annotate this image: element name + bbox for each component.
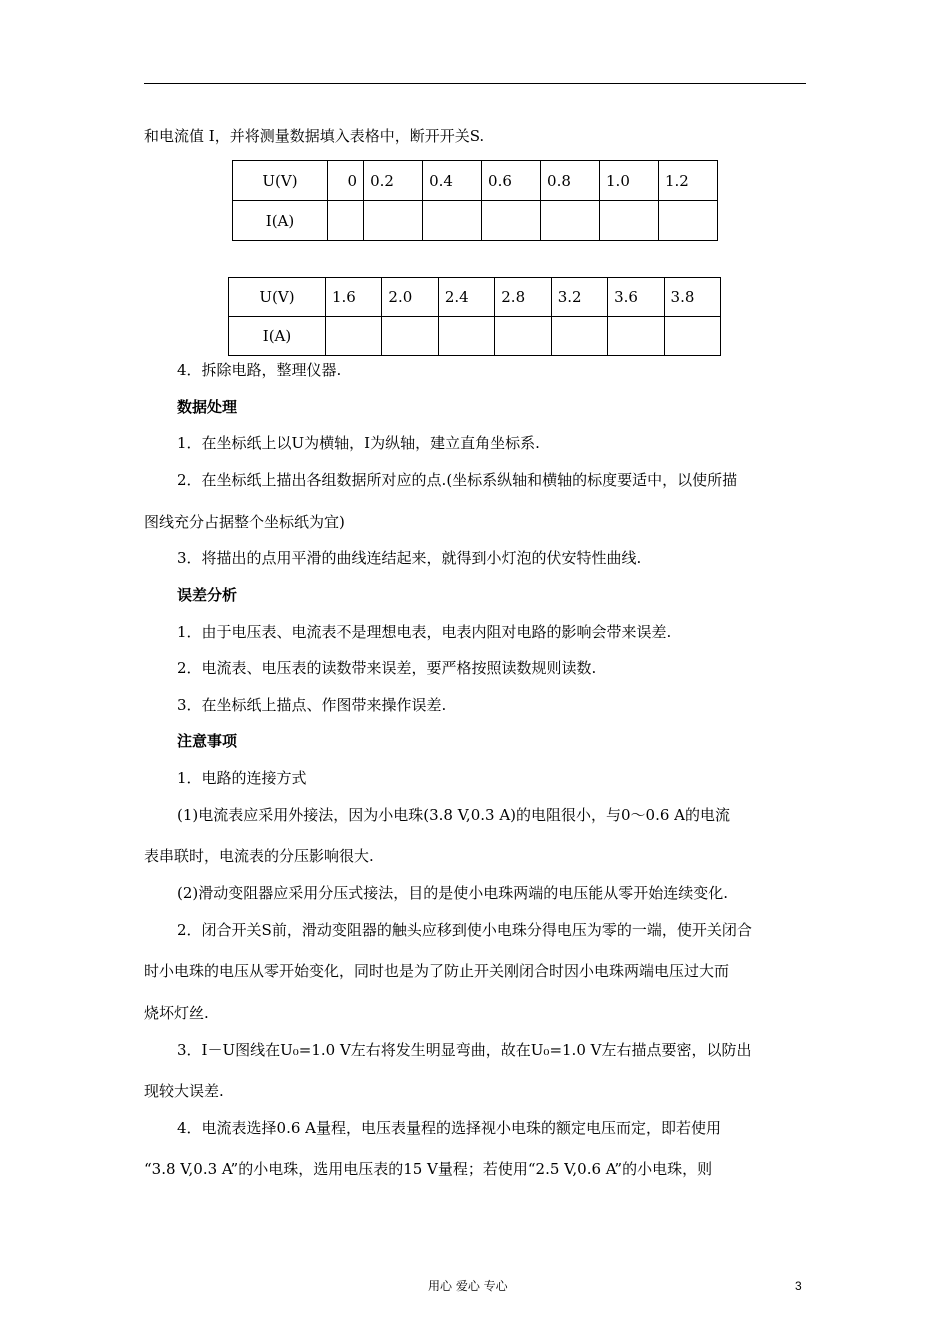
table-cell: 0.4 xyxy=(423,161,482,201)
row-label-voltage: U(V) xyxy=(229,278,326,317)
header-rule xyxy=(144,83,806,84)
table-cell xyxy=(328,201,364,241)
paragraph: 时小电珠的电压从零开始变化，同时也是为了防止开关刚闭合时因小电珠两端电压过大而 xyxy=(144,962,730,980)
section-title-error-analysis: 误差分析 xyxy=(177,586,238,604)
table-cell xyxy=(664,317,720,356)
table-cell xyxy=(438,317,494,356)
paragraph: 1．电路的连接方式 xyxy=(177,769,307,787)
table-cell xyxy=(495,317,551,356)
step-4: 4．拆除电路，整理仪器. xyxy=(177,361,342,379)
table-row-current xyxy=(233,201,718,241)
paragraph: 3．在坐标纸上描点、作图带来操作误差. xyxy=(177,696,447,714)
paragraph: 1．由于电压表、电流表不是理想电表，电表内阻对电路的影响会带来误差. xyxy=(177,623,672,641)
table-cell xyxy=(541,201,600,241)
table-row-voltage xyxy=(229,278,721,317)
data-table-2 xyxy=(228,277,721,356)
table-cell: 0.8 xyxy=(541,161,600,201)
section-title-notes: 注意事项 xyxy=(177,732,238,750)
table-cell: 2.0 xyxy=(382,278,438,317)
page-number: 3 xyxy=(795,1279,802,1293)
table-cell xyxy=(659,201,718,241)
table-cell: 3.6 xyxy=(608,278,664,317)
paragraph: “3.8 V,0.3 A”的小电珠，选用电压表的15 V量程；若使用“2.5 V,0.6 A”的小电珠，则 xyxy=(144,1160,713,1178)
table-cell xyxy=(326,317,382,356)
row-label-voltage: U(V) xyxy=(233,161,328,201)
paragraph: 2．在坐标纸上描出各组数据所对应的点.(坐标系纵轴和横轴的标度要适中，以使所描 xyxy=(177,471,738,489)
paragraph: 4．电流表选择0.6 A量程，电压表量程的选择视小电珠的额定电压而定，即若使用 xyxy=(177,1119,722,1137)
paragraph: 图线充分占据整个坐标纸为宜) xyxy=(144,513,345,531)
footer-motto: 用心 爱心 专心 xyxy=(428,1279,508,1293)
table-cell: 1.6 xyxy=(326,278,382,317)
paragraph: 3．将描出的点用平滑的曲线连结起来，就得到小灯泡的伏安特性曲线. xyxy=(177,549,642,567)
paragraph: 3．I－U图线在U₀=1.0 V左右将发生明显弯曲，故在U₀=1.0 V左右描点要密，以防出 xyxy=(177,1041,752,1059)
table-cell xyxy=(382,317,438,356)
intro-text: 和电流值 I，并将测量数据填入表格中，断开开关S. xyxy=(144,127,485,145)
row-label-current: I(A) xyxy=(233,201,328,241)
paragraph: 烧坏灯丝. xyxy=(144,1004,209,1022)
paragraph: 2．电流表、电压表的读数带来误差，要严格按照读数规则读数. xyxy=(177,659,597,677)
table-cell: 2.4 xyxy=(438,278,494,317)
paragraph: 现较大误差. xyxy=(144,1082,224,1100)
paragraph: 1．在坐标纸上以U为横轴，I为纵轴，建立直角坐标系. xyxy=(177,434,540,452)
table-cell: 3.8 xyxy=(664,278,720,317)
table-cell: 2.8 xyxy=(495,278,551,317)
table-cell xyxy=(551,317,607,356)
table-row-current xyxy=(229,317,721,356)
section-title-data-processing: 数据处理 xyxy=(177,398,238,416)
table-cell xyxy=(600,201,659,241)
table-cell: 3.2 xyxy=(551,278,607,317)
table-cell: 0.2 xyxy=(364,161,423,201)
table-cell xyxy=(608,317,664,356)
data-table-1 xyxy=(232,160,718,241)
row-label-current: I(A) xyxy=(229,317,326,356)
paragraph: (1)电流表应采用外接法，因为小电珠(3.8 V,0.3 A)的电阻很小，与0～0.6 A的电流 xyxy=(177,806,731,824)
paragraph: (2)滑动变阻器应采用分压式接法，目的是使小电珠两端的电压能从零开始连续变化. xyxy=(177,884,729,902)
table-cell: 0 xyxy=(328,161,364,201)
table-cell: 1.2 xyxy=(659,161,718,201)
paragraph: 表串联时，电流表的分压影响很大. xyxy=(144,847,374,865)
paragraph: 2．闭合开关S前，滑动变阻器的触头应移到使小电珠分得电压为零的一端，使开关闭合 xyxy=(177,921,752,939)
table-cell xyxy=(482,201,541,241)
table-cell: 0.6 xyxy=(482,161,541,201)
table-cell: 1.0 xyxy=(600,161,659,201)
table-cell xyxy=(364,201,423,241)
table-row-voltage xyxy=(233,161,718,201)
table-cell xyxy=(423,201,482,241)
